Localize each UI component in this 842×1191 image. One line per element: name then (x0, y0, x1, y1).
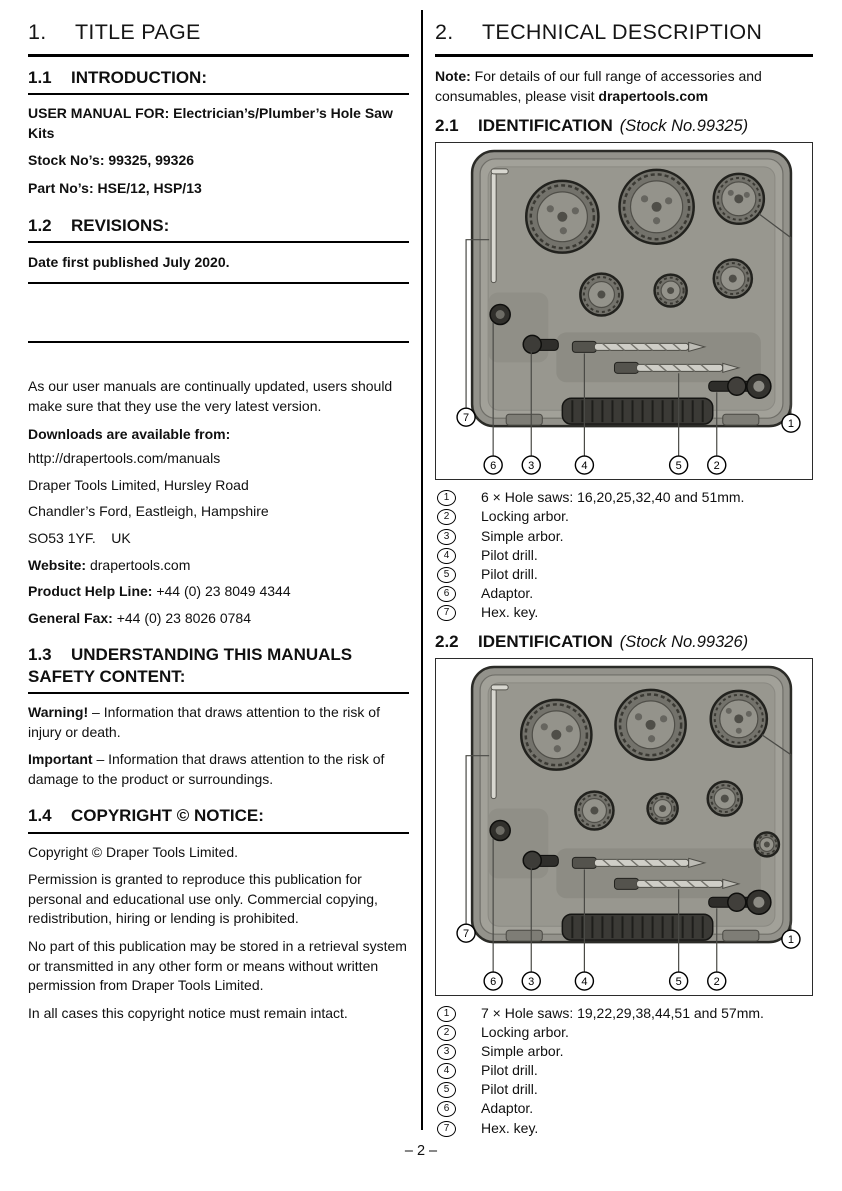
section-1-title: TITLE PAGE (75, 20, 201, 44)
copyright-intact: In all cases this copyright notice must remain intact. (28, 1004, 348, 1021)
svg-text:6: 6 (490, 460, 497, 473)
helpline-value: +44 (0) 23 8049 4344 (152, 583, 291, 600)
case-photo-99326 (436, 659, 812, 995)
legend-99326 (435, 1004, 813, 1137)
website-line (28, 556, 409, 576)
note-label: Note: (435, 68, 471, 84)
legend-number: 7 (437, 605, 456, 621)
section-1-heading (28, 20, 409, 57)
fax-line (28, 609, 409, 629)
section-2-2-heading: 2.2 IDENTIFICATION (Stock No.99326) (435, 631, 749, 651)
copyright-line: Copyright © Draper Tools Limited. (28, 843, 239, 860)
address-line-3: SO53 1YF. UK (28, 530, 131, 547)
legend-number: 5 (437, 567, 456, 583)
legend-number: 1 (437, 490, 456, 506)
section-2-number: 2. (435, 20, 454, 44)
revision-empty-row (28, 284, 409, 343)
section-1-1-heading: 1.1 INTRODUCTION: (28, 67, 409, 95)
svg-text:4: 4 (581, 975, 588, 988)
legend-item: 7 Hex. key. (435, 603, 813, 621)
callout-2 (708, 972, 726, 990)
svg-text:1: 1 (787, 418, 795, 431)
legend-item: 6 Adaptor. (435, 584, 813, 602)
page-number: – 2 – (404, 1143, 438, 1159)
svg-text:7: 7 (463, 412, 470, 425)
legend-item: 4 Pilot drill. (435, 546, 813, 564)
website-label: Website: (28, 556, 87, 573)
section-2-title: TECHNICAL DESCRIPTION (482, 20, 763, 44)
legend-item: 4 Pilot drill. (435, 1061, 813, 1079)
stock-no-99326: (Stock No.99326) (619, 632, 749, 651)
warning-label: Warning! (28, 703, 89, 720)
legend-number: 2 (437, 1025, 456, 1041)
legend-99325 (435, 488, 813, 621)
legend-number: 6 (437, 586, 456, 602)
legend-number: 1 (437, 1006, 456, 1022)
legend-item: 3 Simple arbor. (435, 527, 813, 545)
identification-figure-99325 (435, 142, 813, 480)
copyright-restriction: No part of this publication may be stored in a retrieval system or transmitted in any other form or means without written permission from Draper Tools Limited. (28, 937, 407, 994)
callout-5 (670, 456, 688, 474)
revision-date: Date first published July 2020. (28, 253, 230, 270)
callout-6 (484, 456, 502, 474)
callout-3 (522, 972, 540, 990)
svg-text:5: 5 (675, 460, 682, 473)
callout-3 (522, 456, 540, 474)
svg-text:3: 3 (528, 460, 535, 473)
fax-label: General Fax: (28, 609, 113, 626)
legend-item: 2 Locking arbor. (435, 507, 813, 525)
case-photo-99325 (436, 143, 812, 479)
svg-text:2: 2 (713, 975, 720, 988)
legend-item: 1 6 × Hole saws: 16,20,25,32,40 and 51mm. (435, 488, 813, 506)
svg-text:3: 3 (528, 975, 535, 988)
legend-item: 5 Pilot drill. (435, 565, 813, 583)
fax-value: +44 (0) 23 8026 0784 (112, 609, 251, 626)
helpline-line (28, 582, 409, 602)
legend-item: 6 Adaptor. (435, 1099, 813, 1117)
manuals-url: http://drapertools.com/manuals (28, 450, 221, 467)
copyright-permission: Permission is granted to reproduce this publication for personal and educational use only. Commercial copying, redistribution, hiring or lending is prohibited. (28, 871, 378, 927)
left-column (28, 20, 409, 1031)
section-2-1-heading: 2.1 IDENTIFICATION (Stock No.99325) (435, 116, 749, 136)
pilot-drill-1 (572, 857, 704, 868)
stock-numbers-line: Stock No’s: 99325, 99326 (28, 152, 195, 169)
adaptor (490, 305, 510, 325)
user-manual-for-line: USER MANUAL FOR: Electrician’s/Plumber’s Hole Saw Kits (28, 105, 393, 141)
address-line-2: Chandler’s Ford, Eastleigh, Hampshire (28, 503, 269, 520)
svg-text:5: 5 (675, 975, 682, 988)
pilot-drill-2 (614, 878, 738, 889)
website-value: drapertools.com (86, 556, 191, 573)
stock-no-99325: (Stock No.99325) (619, 117, 749, 136)
column-divider (421, 10, 423, 1130)
section-1-3-heading: 1.3 UNDERSTANDING THIS MANUALS SAFETY CONTENT: (28, 644, 409, 694)
callout-4 (575, 456, 593, 474)
svg-text:7: 7 (463, 927, 470, 940)
identification-figure-99326 (435, 658, 813, 996)
svg-text:4: 4 (581, 460, 588, 473)
legend-item: 3 Simple arbor. (435, 1042, 813, 1060)
adaptor (490, 820, 510, 840)
callout-5 (670, 972, 688, 990)
callout-6 (484, 972, 502, 990)
note-paragraph: Note: For details of our full range of accessories and consumables, please visit drapertools.com (435, 68, 762, 104)
note-site: drapertools.com (598, 87, 709, 104)
legend-number: 4 (437, 548, 456, 564)
section-1-2-heading: 1.2 REVISIONS: (28, 215, 409, 243)
legend-item: 1 7 × Hole saws: 19,22,29,38,44,51 and 57mm. (435, 1004, 813, 1022)
legend-number: 3 (437, 1044, 456, 1060)
svg-text:6: 6 (490, 975, 497, 988)
svg-text:1: 1 (787, 933, 795, 946)
svg-text:2: 2 (713, 460, 720, 473)
legend-item: 2 Locking arbor. (435, 1023, 813, 1041)
callout-7 (457, 408, 475, 426)
part-numbers-line: Part No’s: HSE/12, HSP/13 (28, 180, 202, 197)
section-1-4-heading: 1.4 COPYRIGHT © NOTICE: (28, 805, 409, 833)
legend-number: 6 (437, 1101, 456, 1117)
legend-number: 3 (437, 529, 456, 545)
warning-paragraph: Warning! – Information that draws attention to the risk of injury or death. (28, 703, 380, 740)
address-line-1: Draper Tools Limited, Hursley Road (28, 476, 249, 493)
right-column (435, 20, 813, 1145)
downloads-label: Downloads are available from: (28, 425, 231, 442)
legend-number: 7 (437, 1121, 456, 1137)
updates-paragraph: As our user manuals are continually updated, users should make sure that they use the very latest version. (28, 378, 393, 415)
legend-item: 5 Pilot drill. (435, 1080, 813, 1098)
legend-number: 5 (437, 1082, 456, 1098)
legend-number: 2 (437, 509, 456, 525)
callout-2 (708, 456, 726, 474)
section-2-heading (435, 20, 813, 57)
callout-1 (782, 930, 800, 948)
pilot-drill-2 (614, 363, 738, 374)
important-label: Important (28, 751, 93, 768)
section-1-number: 1. (28, 20, 47, 44)
callout-1 (782, 414, 800, 432)
legend-item: 7 Hex. key. (435, 1119, 813, 1137)
pilot-drill-1 (572, 342, 704, 353)
callout-4 (575, 972, 593, 990)
legend-number: 4 (437, 1063, 456, 1079)
important-paragraph: Important – Information that draws attention to the risk of damage to the product or surroundings. (28, 751, 385, 787)
helpline-label: Product Help Line: (28, 583, 153, 600)
callout-7 (457, 924, 475, 942)
